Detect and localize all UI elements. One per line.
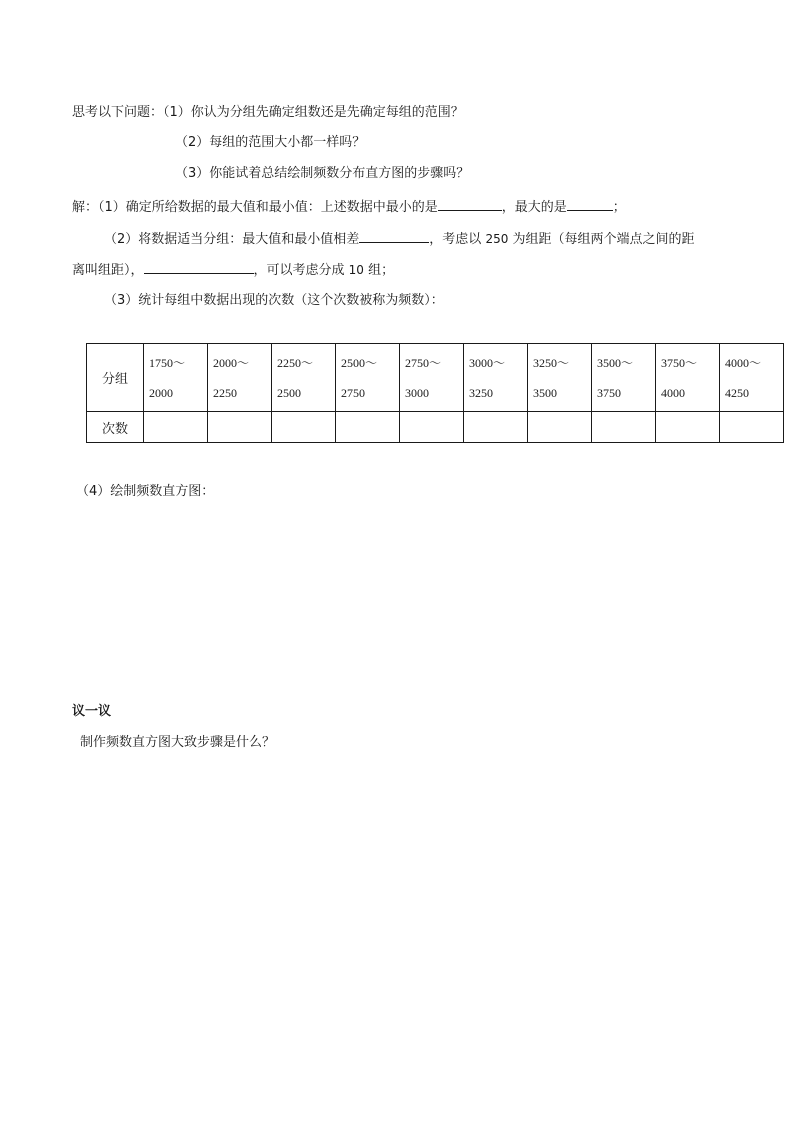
group-cell bbox=[336, 344, 400, 412]
solution-step-4 bbox=[76, 483, 214, 501]
count-cell[interactable] bbox=[336, 412, 400, 443]
group-cell bbox=[400, 344, 464, 412]
group-cell bbox=[208, 344, 272, 412]
count-cell[interactable] bbox=[400, 412, 464, 443]
group-end: 3000 bbox=[405, 385, 429, 400]
discuss-question-text: 制作频数直方图大致步骤是什么？ bbox=[80, 735, 276, 750]
group-start: 3000～ bbox=[469, 355, 506, 370]
group-cell bbox=[656, 344, 720, 412]
solution-step-1 bbox=[72, 197, 626, 217]
think-question-1-text: 思考以下问题：（1）你认为分组先确定组数还是先确定每组的范围？ bbox=[72, 105, 464, 120]
group-cell bbox=[272, 344, 336, 412]
think-question-2 bbox=[175, 134, 365, 152]
group-start: 3750～ bbox=[661, 355, 698, 370]
solution-step-2-text-c: 为组距（每组两个端点之间的距 bbox=[512, 232, 695, 247]
solution-step-2 bbox=[104, 229, 695, 249]
range-difference-blank[interactable] bbox=[359, 229, 429, 243]
class-width-value: 250 bbox=[485, 232, 509, 246]
solution-step-2-text-b: ，考虑以 bbox=[429, 232, 482, 247]
think-question-3 bbox=[175, 165, 469, 183]
group-end: 3500 bbox=[533, 385, 557, 400]
group-end: 4250 bbox=[725, 385, 749, 400]
group-end: 3250 bbox=[469, 385, 493, 400]
count-row bbox=[87, 412, 784, 443]
solution-step-2-text: （2）将数据适当分组：最大值和最小值相差 bbox=[104, 232, 360, 247]
solution-step-2-text-e: ，可以考虑分成 bbox=[253, 263, 345, 278]
group-end: 2500 bbox=[277, 385, 301, 400]
group-end: 2000 bbox=[149, 385, 173, 400]
solution-step-1-end: ； bbox=[612, 200, 626, 215]
count-cell[interactable] bbox=[272, 412, 336, 443]
group-start: 2500～ bbox=[341, 355, 378, 370]
count-cell[interactable] bbox=[528, 412, 592, 443]
count-cell[interactable] bbox=[208, 412, 272, 443]
discuss-heading bbox=[72, 703, 111, 721]
count-cell[interactable] bbox=[464, 412, 528, 443]
solution-step-1-text: 解：（1）确定所给数据的最大值和最小值：上述数据中最小的是 bbox=[72, 200, 438, 215]
group-start: 4000～ bbox=[725, 355, 762, 370]
solution-step-4-text: （4）绘制频数直方图： bbox=[76, 484, 215, 499]
group-start: 3250～ bbox=[533, 355, 570, 370]
solution-step-2-cont bbox=[72, 260, 394, 280]
group-start: 3500～ bbox=[597, 355, 634, 370]
min-value-blank[interactable] bbox=[438, 197, 502, 211]
group-cell bbox=[720, 344, 784, 412]
think-question-1 bbox=[72, 104, 464, 122]
group-cell bbox=[592, 344, 656, 412]
group-start: 2750～ bbox=[405, 355, 442, 370]
max-value-blank[interactable] bbox=[567, 197, 613, 211]
count-cell[interactable] bbox=[144, 412, 208, 443]
group-count-blank[interactable] bbox=[144, 260, 254, 274]
group-start: 1750～ bbox=[149, 355, 186, 370]
group-end: 2750 bbox=[341, 385, 365, 400]
solution-step-3 bbox=[104, 292, 444, 310]
discuss-question bbox=[80, 734, 275, 752]
count-cell[interactable] bbox=[592, 412, 656, 443]
group-cell bbox=[144, 344, 208, 412]
group-row bbox=[87, 344, 784, 412]
group-start: 2000～ bbox=[213, 355, 250, 370]
solution-step-1-max-text: ，最大的是 bbox=[501, 200, 567, 215]
group-end: 3750 bbox=[597, 385, 621, 400]
count-cell[interactable] bbox=[656, 412, 720, 443]
group-count-value: 10 bbox=[348, 263, 364, 277]
group-end: 2250 bbox=[213, 385, 237, 400]
group-start: 2250～ bbox=[277, 355, 314, 370]
group-cell bbox=[528, 344, 592, 412]
group-end: 4000 bbox=[661, 385, 685, 400]
discuss-heading-text: 议一议 bbox=[72, 704, 112, 719]
group-cell bbox=[464, 344, 528, 412]
count-row-label: 次数 bbox=[87, 412, 144, 443]
count-cell[interactable] bbox=[720, 412, 784, 443]
solution-step-2-text-d: 离叫组距）， bbox=[72, 263, 144, 278]
frequency-table bbox=[86, 343, 784, 443]
think-question-3-text: （3）你能试着总结绘制频数分布直方图的步骤吗？ bbox=[175, 166, 470, 181]
solution-step-2-text-f: 组； bbox=[368, 263, 395, 278]
solution-step-3-text: （3）统计每组中数据出现的次数（这个次数被称为频数）： bbox=[104, 293, 444, 308]
group-row-label: 分组 bbox=[87, 344, 144, 412]
think-question-2-text: （2）每组的范围大小都一样吗？ bbox=[175, 135, 366, 150]
